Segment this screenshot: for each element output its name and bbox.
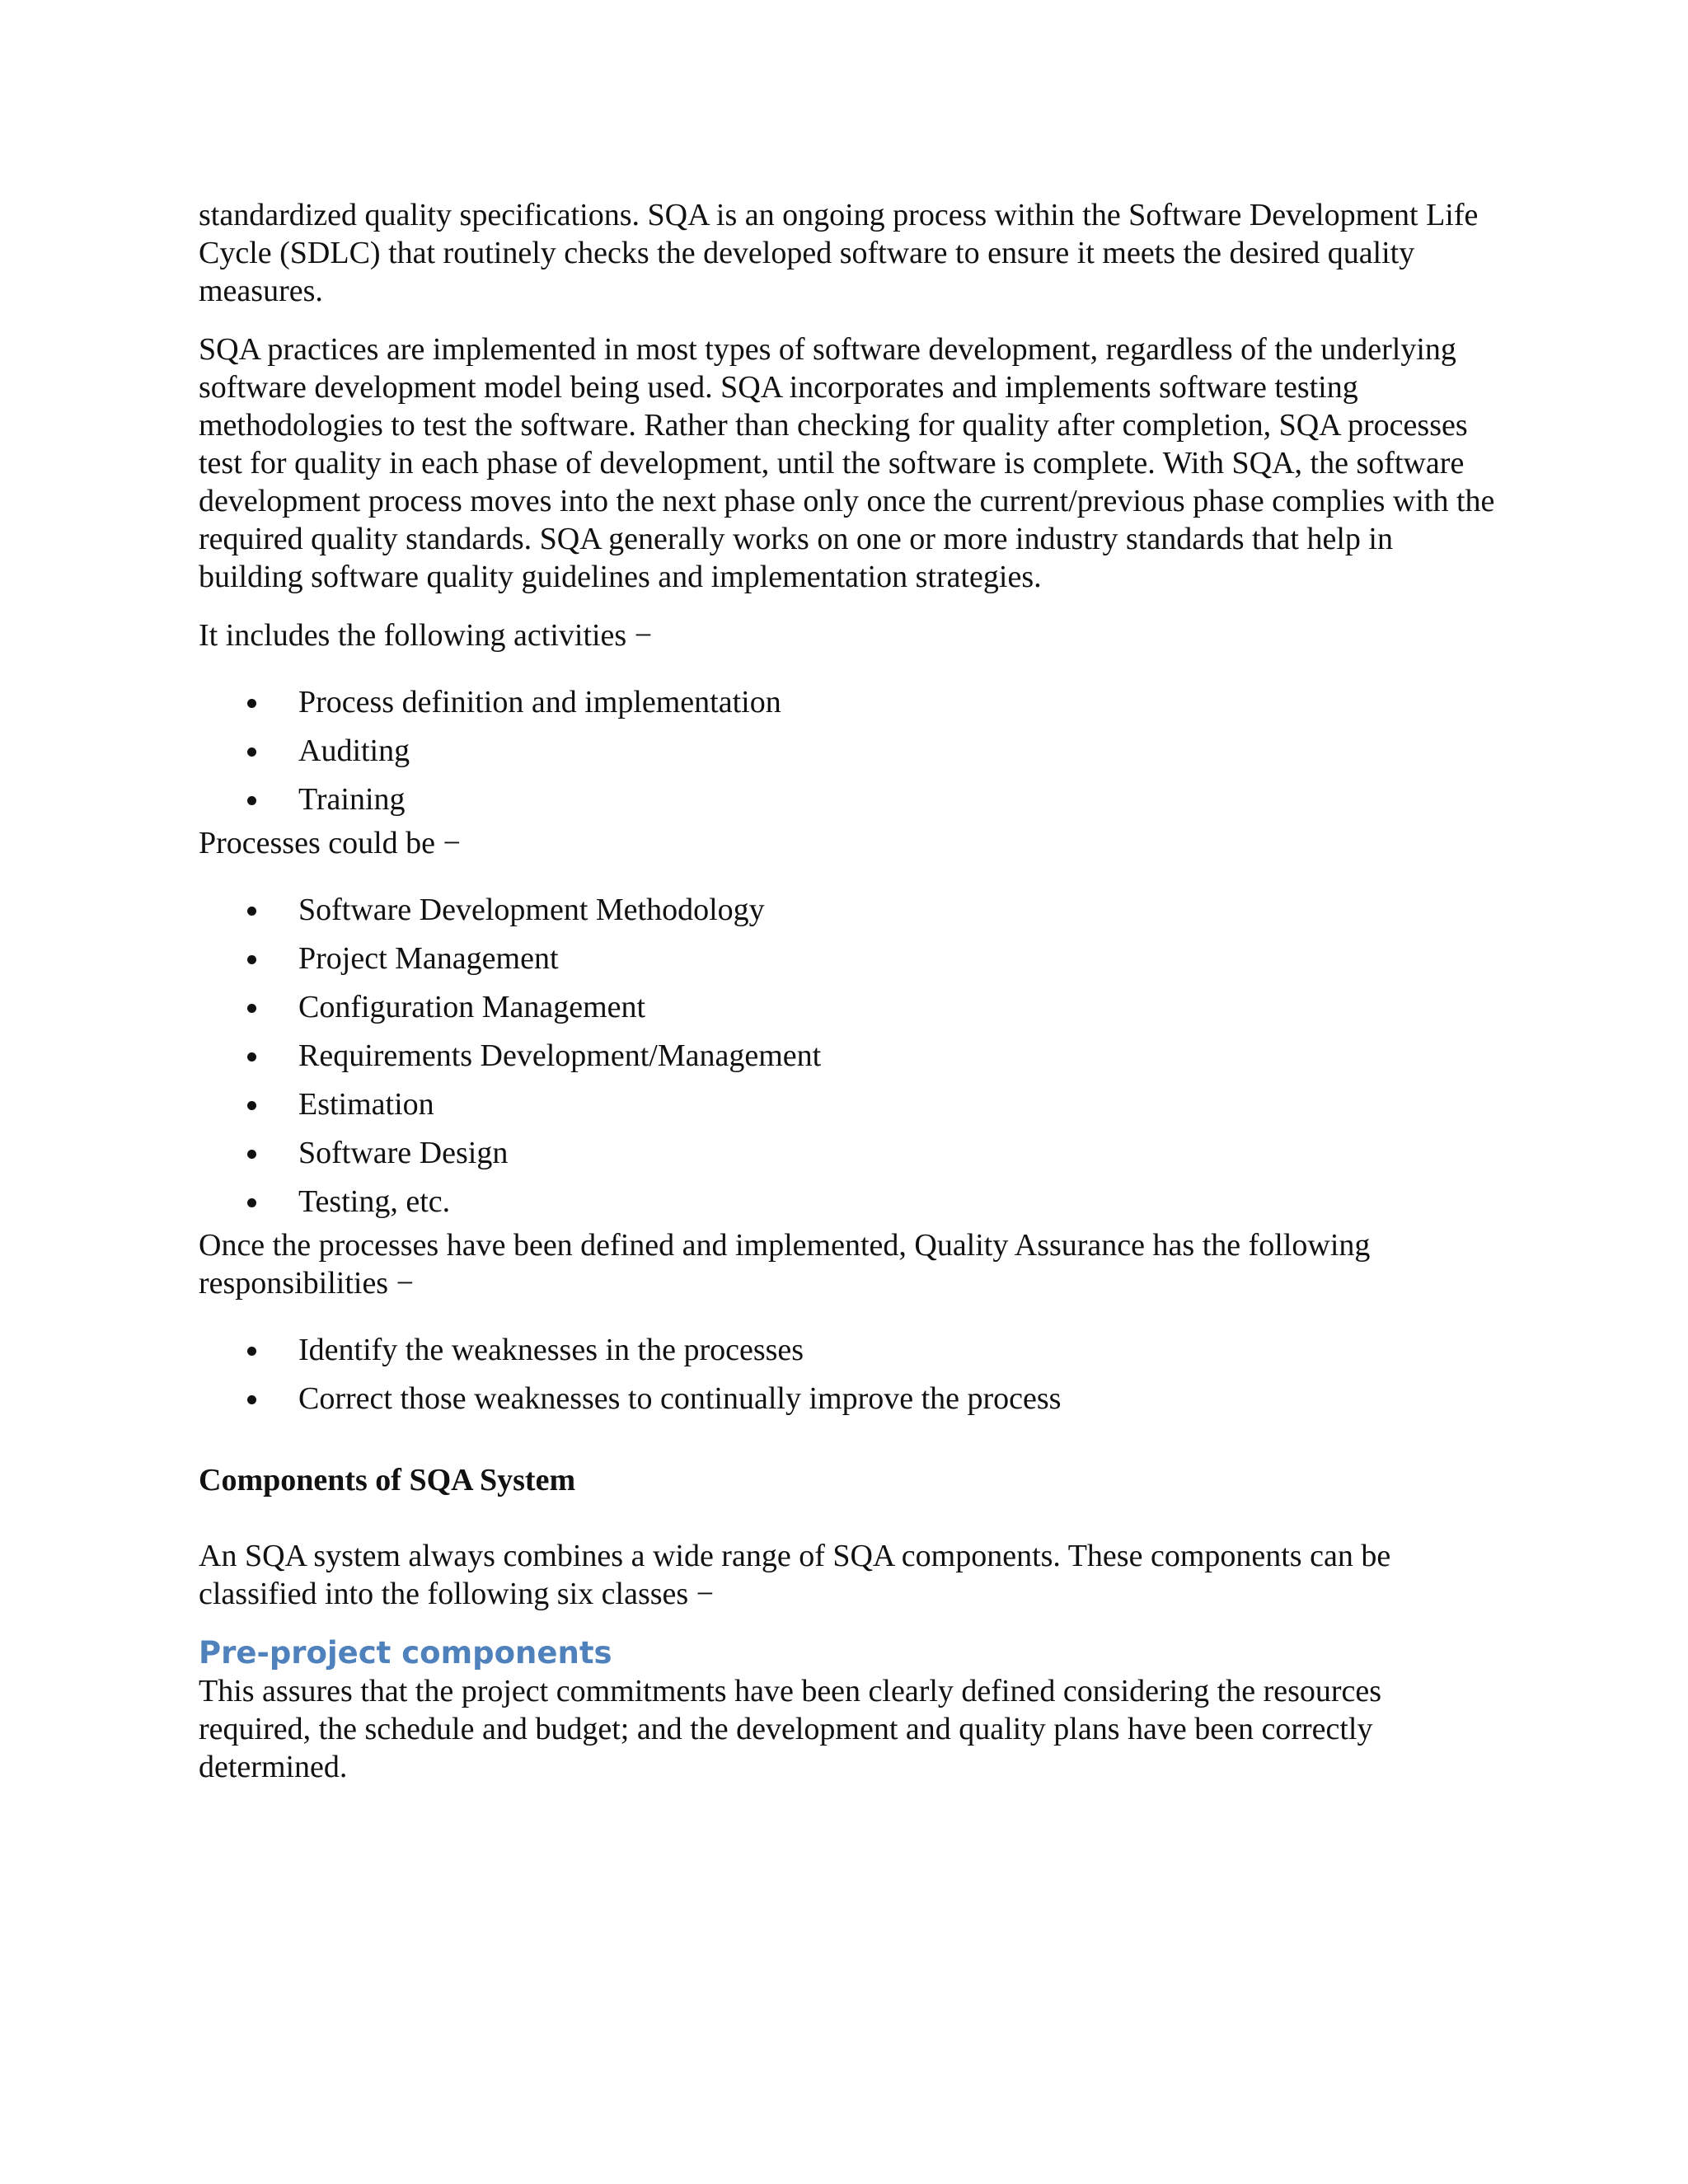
bullet-icon (247, 1101, 256, 1110)
bullet-icon (247, 699, 256, 708)
bullet-icon (247, 1052, 256, 1062)
bullet-icon (247, 1347, 256, 1356)
bullet-icon (247, 1395, 256, 1404)
responsibilities-intro: Once the processes have been defined and implemented, Quality Assurance has the following responsibilities − (199, 1228, 1371, 1301)
bullet-icon (247, 1198, 256, 1207)
list-item: Requirements Development/Management (199, 1032, 1501, 1080)
list-item: Testing, etc. (199, 1178, 1501, 1226)
preproject-paragraph: This assures that the project commitments have been clearly defined considering the resources required, the schedule and budget; and the development and quality plans have been correctly determined. (199, 1674, 1382, 1784)
list-item: Correct those weaknesses to continually improve the process (199, 1375, 1501, 1423)
activities-intro: It includes the following activities − (199, 618, 653, 653)
list-item: Software Development Methodology (199, 886, 1501, 935)
list-item: Software Design (199, 1129, 1501, 1178)
bullet-icon (247, 1150, 256, 1159)
activities-list (199, 678, 1501, 824)
list-item: Auditing (199, 727, 1501, 776)
list-item: Process definition and implementation (199, 678, 1501, 727)
document-page (199, 196, 1501, 1786)
bullet-icon (247, 907, 256, 916)
components-paragraph: An SQA system always combines a wide range of SQA components. These components can be classified into the following six classes − (199, 1539, 1391, 1611)
list-item: Configuration Management (199, 983, 1501, 1032)
processes-list (199, 886, 1501, 1226)
list-item: Training (199, 776, 1501, 824)
list-item: Identify the weaknesses in the processes (199, 1326, 1501, 1375)
list-item: Estimation (199, 1080, 1501, 1129)
bullet-icon (247, 748, 256, 757)
components-heading: Components of SQA System (199, 1463, 576, 1497)
intro-paragraph: standardized quality specifications. SQA is an ongoing process within the Software Development Life Cycle (SDLC) that routinely checks the developed software to ensure it meets the desired quality measures. (199, 198, 1479, 308)
processes-intro: Processes could be − (199, 826, 461, 860)
bullet-icon (247, 955, 256, 964)
list-item: Project Management (199, 935, 1501, 983)
bullet-icon (247, 1004, 256, 1013)
practices-paragraph: SQA practices are implemented in most types of software development, regardless of the underlying software development model being used. SQA incorporates and implements software testing methodologies to test the software. Rather than checking for quality after completion, SQA processes test for quality in each phase of development, until the software is complete. With SQA, the software development process moves into the next phase only once the current/previous phase complies with the required quality standards. SQA generally works on one or more industry standards that help in building software quality guidelines and implementation strategies. (199, 332, 1495, 594)
preproject-heading: Pre-project components (199, 1635, 612, 1671)
bullet-icon (247, 796, 256, 805)
responsibilities-list (199, 1326, 1501, 1423)
